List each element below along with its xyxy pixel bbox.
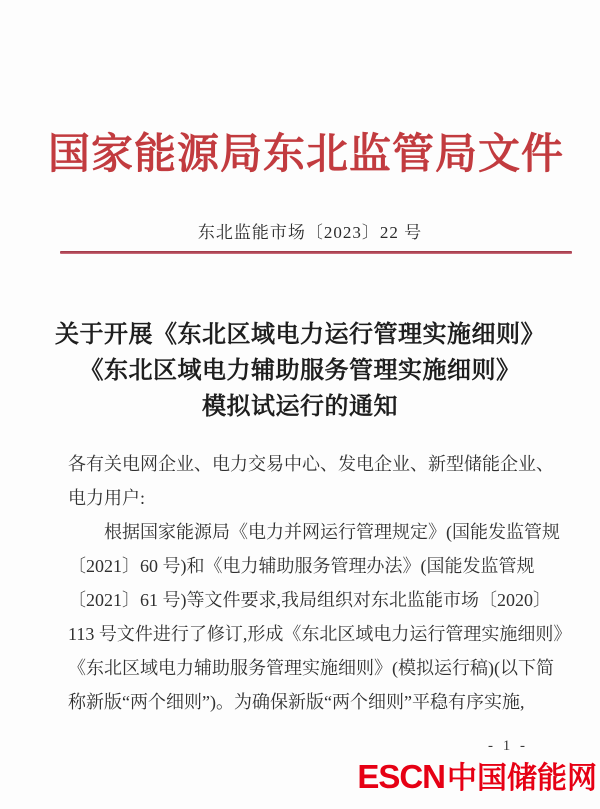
body-text-line: 〔2021〕61 号)等文件要求,我局组织对东北监能市场〔2020〕 (68, 590, 551, 610)
body-text-line: 称新版“两个细则”)。为确保新版“两个细则”平稳有序实施, (68, 692, 525, 712)
body-text-line: 《东北区域电力辅助服务管理实施细则》(模拟运行稿)(以下简 (68, 658, 554, 678)
red-divider-line (60, 251, 572, 254)
notice-title (0, 317, 600, 425)
document-number: 东北监能市场〔2023〕22 号 (197, 223, 423, 242)
notice-title-line: 模拟试运行的通知 (202, 394, 398, 420)
escn-logo-cjk-text: 中国储能网 (447, 762, 597, 795)
page-number: - 1 - (488, 738, 528, 754)
document-body (68, 447, 590, 719)
body-text-line: 113 号文件进行了修订,形成《东北区域电力运行管理实施细则》 (68, 624, 572, 644)
body-text-line: 各有关电网企业、电力交易中心、发电企业、新型储能企业、 (68, 454, 554, 474)
notice-title-line: 《东北区域电力辅助服务管理实施细则》 (79, 358, 521, 384)
notice-title-line: 关于开展《东北区域电力运行管理实施细则》 (55, 322, 545, 348)
escn-watermark-logo (357, 758, 597, 797)
agency-header-title: 国家能源局东北监管局文件 (47, 132, 564, 178)
body-text-line: 〔2021〕60 号)和《电力辅助服务管理办法》(国能发监管规 (68, 556, 535, 576)
body-text-line: 电力用户: (68, 488, 146, 508)
escn-logo-latin-text: ESCN (357, 758, 445, 795)
body-text-line: 根据国家能源局《电力并网运行管理规定》(国能发监管规 (104, 522, 560, 542)
